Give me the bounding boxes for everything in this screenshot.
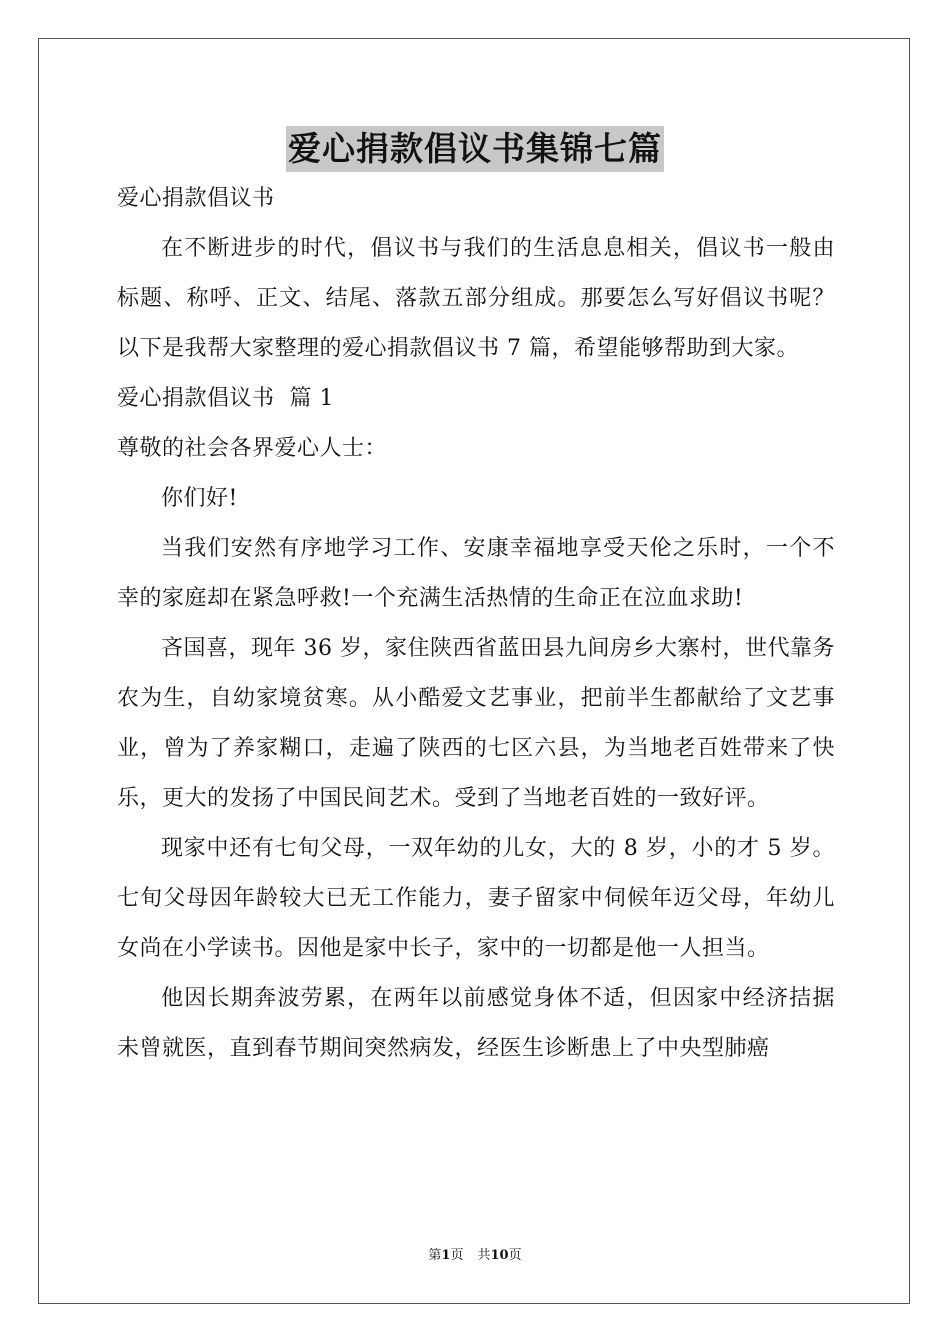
salutation: 尊敬的社会各界爱心人士： bbox=[117, 436, 388, 461]
paragraph-1: 在不断进步的时代，倡议书与我们的生活息息相关，倡议书一般由标题、称呼、正文、结尾、落款五部分组成。那要怎么写好倡议书呢？以下是我帮大家整理的爱心捐款倡议书 7 篇，希望能够帮助到大家。 bbox=[117, 236, 835, 361]
paragraph-7: 现家中还有七旬父母，一双年幼的儿女，大的 8 岁，小的才 5 岁。七旬父母因年龄较大已无工作能力，妻子留家中伺候年迈父母，年幼儿女尚在小学读书。因他是家中长子，家中的一切都是他一人担当。 bbox=[117, 836, 835, 961]
page-prefix: 第 bbox=[428, 1248, 442, 1263]
document-body bbox=[117, 174, 835, 1074]
page-suffix: 页 bbox=[450, 1248, 464, 1263]
paragraph-8: 他因长期奔波劳累，在两年以前感觉身体不适，但因家中经济拮据未曾就医，直到春节期间突然病发，经医生诊断患上了中央型肺癌 bbox=[117, 986, 835, 1061]
paragraph-5: 当我们安然有序地学习工作、安康幸福地享受天伦之乐时，一个不幸的家庭却在紧急呼救!一个充满生活热情的生命正在泣血求助! bbox=[117, 536, 835, 611]
paragraph-6: 吝国喜，现年 36 岁，家住陕西省蓝田县九间房乡大寨村，世代靠务农为生，自幼家境贫寒。从小酷爱文艺事业，把前半生都献给了文艺事业，曾为了养家糊口，走遍了陕西的七区六县，为当地老百姓带来了快乐，更大的发扬了中国民间艺术。受到了当地老百姓的一致好评。 bbox=[117, 636, 835, 811]
page-current: 1 bbox=[441, 1248, 451, 1263]
total-prefix: 共 bbox=[477, 1248, 491, 1263]
title-container bbox=[0, 126, 950, 172]
document-title: 爱心捐款倡议书集锦七篇 bbox=[286, 126, 664, 172]
section-heading: 爱心捐款倡议书 篇 1 bbox=[117, 386, 334, 411]
paragraph-0: 爱心捐款倡议书 bbox=[117, 186, 275, 211]
greeting: 你们好! bbox=[161, 486, 238, 511]
total-suffix: 页 bbox=[508, 1248, 522, 1263]
page-footer bbox=[0, 1246, 950, 1266]
page-total: 10 bbox=[490, 1248, 509, 1263]
